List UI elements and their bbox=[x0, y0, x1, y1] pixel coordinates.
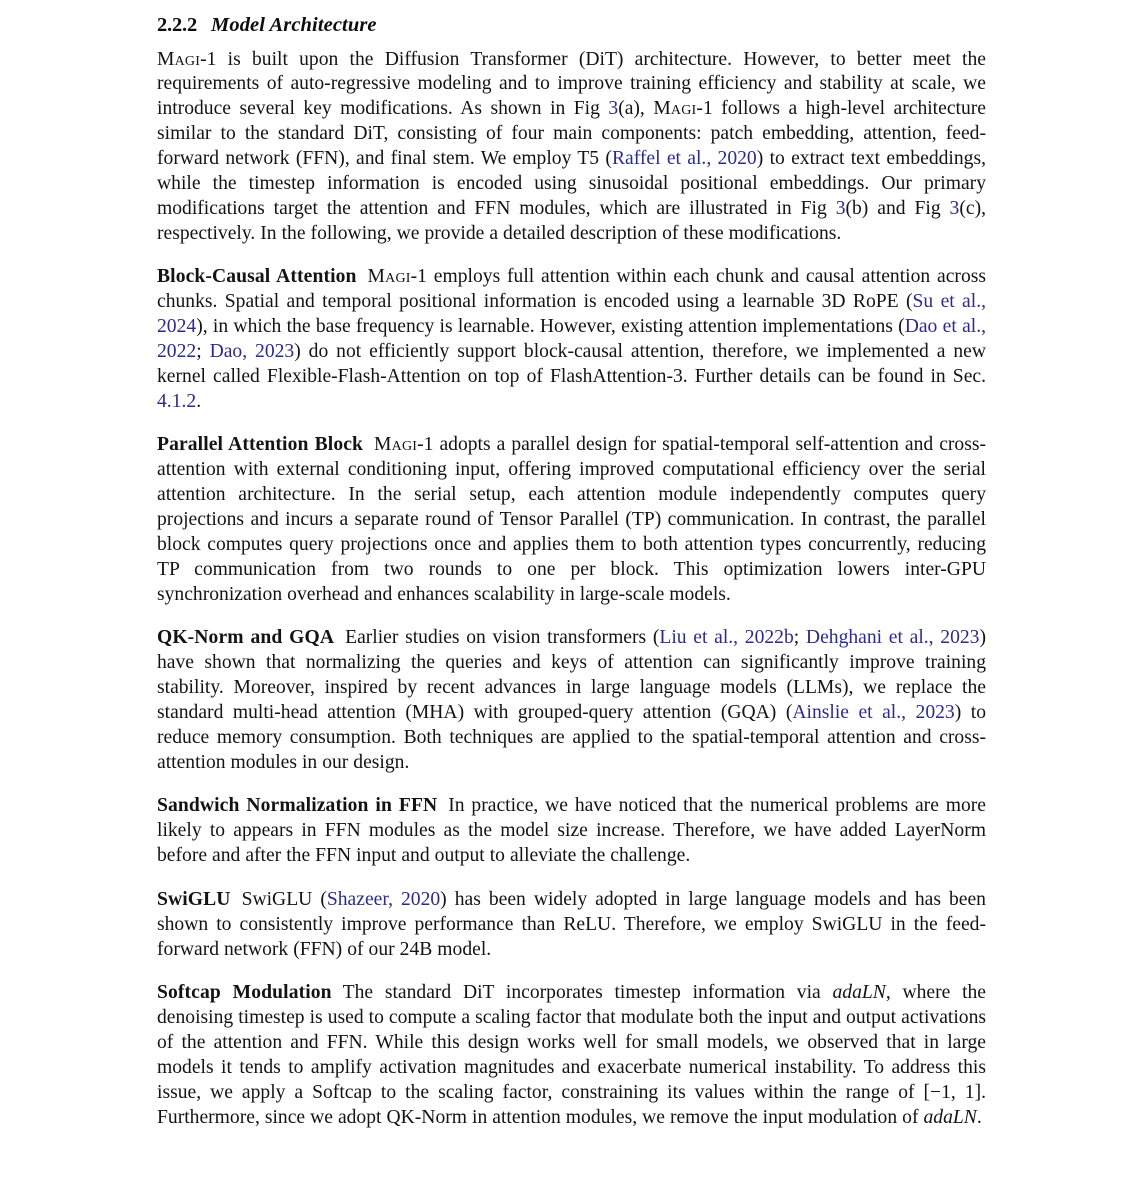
runin-heading-qk-norm: QK-Norm and GQA bbox=[157, 627, 335, 649]
block-causal-text-3: ) do not efficiently support block-causal attention, therefore, we implemented a new kernel called Flexible-Flash-Attention on top of FlashAttention-3. Further details can be found in Sec. bbox=[157, 340, 986, 387]
runin-heading-block-causal: Block-Causal Attention bbox=[157, 266, 357, 288]
figure-3c-link[interactable]: 3 bbox=[949, 197, 960, 219]
runin-heading-softcap: Softcap Modulation bbox=[157, 982, 332, 1004]
runin-heading-sandwich-norm: Sandwich Normalization in FFN bbox=[157, 795, 438, 817]
intro-text-5: (b) and Fig bbox=[845, 197, 950, 219]
paragraph-sandwich-normalization bbox=[157, 794, 986, 869]
softcap-text-1: The standard DiT incorporates timestep information via bbox=[342, 982, 833, 1004]
qk-norm-text-3: ) to reduce memory consumption. Both techniques are applied to the spatial-temporal attention and cross-attention modules in our design. bbox=[157, 701, 986, 773]
term-adaln: adaLN bbox=[832, 982, 886, 1004]
block-causal-text-1: -1 employs full attention within each chunk and causal attention across chunks. Spatial and temporal positional information is encoded using a learnable 3D RoPE ( bbox=[157, 266, 986, 313]
magi-wordmark: Magi bbox=[653, 98, 697, 120]
intro-text-4: ) to extract text embeddings, while the timestep information is encoded using sinusoidal positional embeddings. Our primary modifications target the attention and FFN modules, which are illustrated in Fig bbox=[157, 148, 986, 219]
paragraph-intro bbox=[157, 48, 986, 247]
intro-text-6: (c), respectively. In the following, we provide a detailed description of these modifications. bbox=[157, 197, 986, 244]
intro-text-1: -1 is built upon the Diffusion Transformer (DiT) architecture. However, to better meet the requirements of auto-regressive modeling and to improve training efficiency and stability at scale, we introduce several key modifications. As shown in Fig bbox=[157, 48, 986, 120]
citation-dao-2023[interactable]: Dao, 2023 bbox=[209, 340, 295, 362]
section-heading bbox=[157, 12, 986, 39]
citation-su-2024[interactable]: Su et al., 2024 bbox=[157, 291, 986, 338]
citation-ainslie-2023[interactable]: Ainslie et al., 2023 bbox=[792, 701, 955, 723]
paragraph-softcap-modulation bbox=[157, 981, 986, 1130]
intro-text-3: -1 follows a high-level architecture similar to the standard DiT, consisting of four main components: patch embedding, attention, feed-forward network (FFN), and final stem. We employ T5 ( bbox=[157, 98, 986, 170]
softcap-text-3: . Furthermore, since we adopt QK-Norm in attention modules, we remove the input modulation of bbox=[157, 1081, 986, 1128]
magi-wordmark: Magi bbox=[367, 266, 411, 288]
paragraph-parallel-attention-block bbox=[157, 433, 986, 607]
parallel-attention-text: -1 adopts a parallel design for spatial-temporal self-attention and cross-attention with external conditioning input, offering improved computational efficiency over the serial attention architecture. In the serial setup, each attention module independently computes query projections and incurs a separate round of Tensor Parallel (TP) communication. In contrast, the parallel block computes query projections once and applies them to both attention types concurrently, reducing TP communication from two rounds to one per block. This optimization lowers inter-GPU synchronization overhead and enhances scalability in large-scale models. bbox=[157, 434, 986, 605]
citation-separator: ; bbox=[793, 627, 806, 649]
section-number: 2.2.2 bbox=[157, 14, 198, 36]
block-causal-text-2: ), in which the base frequency is learnable. However, existing attention implementations ( bbox=[196, 316, 905, 338]
runin-heading-parallel-attention: Parallel Attention Block bbox=[157, 434, 364, 456]
text-column bbox=[157, 12, 986, 1131]
citation-raffel-2020[interactable]: Raffel et al., 2020 bbox=[611, 148, 757, 170]
softcap-text-4: . bbox=[976, 1106, 982, 1128]
citation-dehghani-2023[interactable]: Dehghani et al., 2023 bbox=[805, 627, 980, 649]
citation-shazeer-2020[interactable]: Shazeer, 2020 bbox=[326, 888, 441, 910]
citation-separator: ; bbox=[196, 340, 210, 362]
citation-dao-2022[interactable]: Dao et al., 2022 bbox=[157, 316, 987, 362]
paragraph-swiglu bbox=[157, 888, 986, 963]
softcap-text-2: , where the denoising timestep is used to compute a scaling factor that modulate both the input and output activations of the attention and FFN. While this design works well for small models, we observed that in large models it tends to amplify activation magnitudes and exacerbate numerical instability. To address this issue, we apply a Softcap to the scaling factor, constraining its values within the range of bbox=[157, 982, 987, 1103]
figure-3a-link[interactable]: 3 bbox=[608, 98, 619, 120]
block-causal-text-4: . bbox=[196, 390, 202, 412]
section-4-1-2-link[interactable]: 4.1.2 bbox=[157, 390, 197, 412]
qk-norm-text-2: ) have shown that normalizing the queries and keys of attention can significantly improve training stability. Moreover, inspired by recent advances in large language models (LLMs), we replace the standard multi-head attention (MHA) with grouped-query attention (GQA) ( bbox=[157, 627, 986, 723]
sandwich-norm-text: In practice, we have noticed that the numerical problems are more likely to appears in FFN modules as the model size increase. Therefore, we have added LayerNorm before and after the FFN input and output to alleviate the challenge. bbox=[157, 795, 986, 867]
term-adaln: adaLN bbox=[923, 1106, 977, 1128]
magi-wordmark: Magi bbox=[374, 434, 418, 456]
figure-3b-link[interactable]: 3 bbox=[835, 197, 846, 219]
citation-liu-2022b[interactable]: Liu et al., 2022b bbox=[659, 627, 794, 649]
swiglu-text-2: ) has been widely adopted in large language models and has been shown to consistently improve performance than ReLU. Therefore, we employ SwiGLU in the feed-forward network (FFN) of our 24B model. bbox=[157, 888, 986, 960]
intro-text-2: (a), bbox=[618, 98, 654, 120]
swiglu-text-1: SwiGLU ( bbox=[241, 888, 327, 910]
runin-heading-swiglu: SwiGLU bbox=[157, 888, 231, 910]
paragraph-qk-norm-gqa bbox=[157, 626, 986, 775]
magi-wordmark: Magi bbox=[157, 48, 201, 70]
qk-norm-text-1: Earlier studies on vision transformers ( bbox=[345, 627, 660, 649]
paragraph-block-causal-attention bbox=[157, 265, 986, 414]
section-title: Model Architecture bbox=[211, 14, 377, 36]
math-range: [−1, 1] bbox=[923, 1081, 982, 1103]
